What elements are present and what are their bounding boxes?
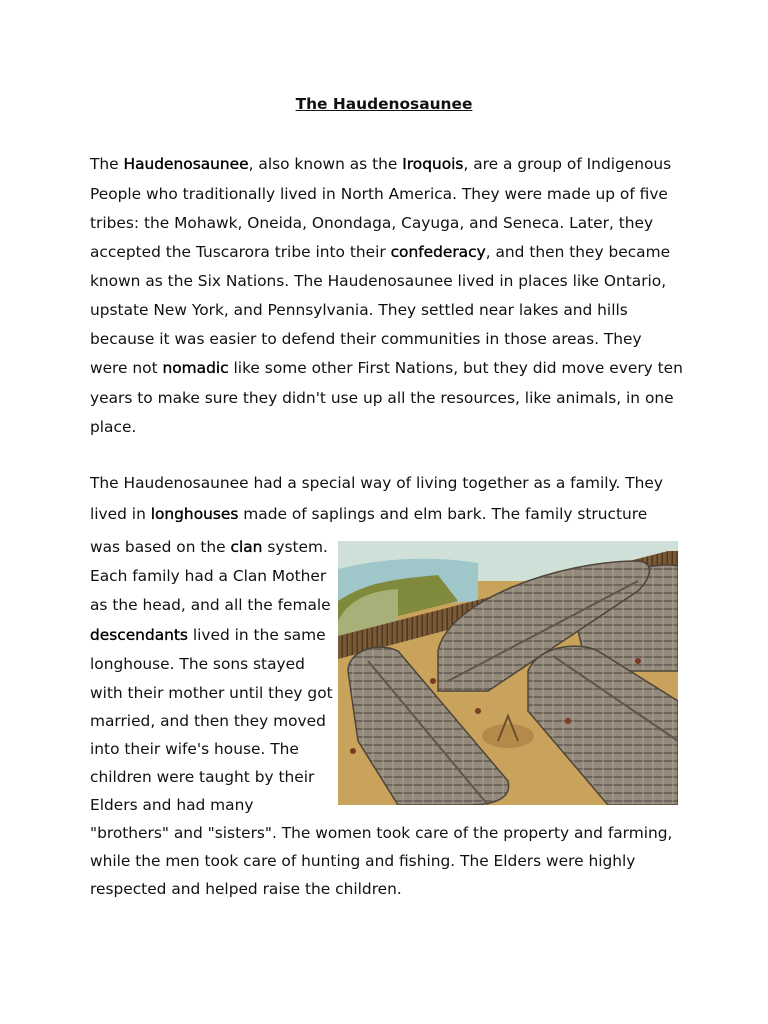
text-line [90,183,668,205]
text-segment: years to make sure they didn't use up all the resources, like animals, in one [90,389,674,407]
text-segment: , also known as the [248,155,403,173]
text-segment: longhouse. The sons stayed [90,655,305,673]
text-segment: known as the Six Nations. The Haudenosaunee lived in places like Ontario, [90,272,667,290]
text-segment: respected and helped raise the children. [90,880,402,898]
text-segment: into their wife's house. The [90,740,299,758]
text-segment: lived in the same [187,626,326,644]
text-segment: because it was easier to defend their communities in those areas. They [90,330,642,348]
document-title: The Haudenosaunee [295,95,473,113]
text-segment: "brothers" and "sisters". The women took care of the property and farming, [90,824,673,842]
text-line [90,850,635,872]
text-segment: lived in [90,505,151,523]
text-segment: Each family had a Clan Mother [90,567,327,585]
text-line [90,328,642,350]
text-segment: while the men took care of hunting and fishing. The Elders were highly [90,852,636,870]
longhouse-village-svg [338,541,678,805]
text-segment: upstate New York, and Pennsylvania. They settled near lakes and hills [90,301,628,319]
text-line [90,270,666,292]
text-segment: were not [90,359,163,377]
text-segment: like some other First Nations, but they did move every ten [228,359,683,377]
vocabulary-word: nomadic [162,359,229,377]
vocabulary-word: confederacy [390,243,486,261]
vocabulary-word: Haudenosaunee [123,155,249,173]
text-line [90,766,314,788]
text-line [90,624,326,646]
text-segment: as the head, and all the female [90,596,331,614]
text-line [90,794,253,816]
text-line [90,503,647,525]
text-line [90,241,670,263]
text-line [90,710,326,732]
text-segment: system. [262,538,328,556]
text-line [90,565,326,587]
text-line [90,594,331,616]
text-line [90,682,333,704]
text-segment: Elders and had many [90,796,254,814]
text-segment: , are a group of Indigenous [463,155,672,173]
vocabulary-word: longhouses [150,505,239,523]
text-segment: The [90,155,124,173]
text-segment: accepted the Tuscarora tribe into their [90,243,391,261]
vocabulary-word: clan [230,538,263,556]
text-segment: was based on the [90,538,231,556]
text-line [90,153,671,175]
text-line [90,536,328,558]
text-line [90,653,305,675]
vocabulary-word: Iroquois [402,155,464,173]
longhouse-village-illustration [338,541,678,805]
text-segment: place. [90,418,137,436]
text-line [90,299,628,321]
text-line [90,738,299,760]
text-line [90,822,672,844]
text-segment: People who traditionally lived in North America. They were made up of five [90,185,668,203]
text-segment: children were taught by their [90,768,315,786]
text-segment: made of saplings and elm bark. The family structure [238,505,648,523]
text-line [90,416,136,438]
text-line [90,472,663,494]
vocabulary-word: descendants [90,626,188,644]
text-segment: The Haudenosaunee had a special way of living together as a family. They [90,474,663,492]
text-segment: married, and then they moved [90,712,326,730]
text-line [90,878,402,900]
text-line [90,212,653,234]
text-line [90,357,683,379]
text-line [90,387,674,409]
text-segment: , and then they became [485,243,671,261]
text-segment: with their mother until they got [90,684,333,702]
text-segment: tribes: the Mohawk, Oneida, Onondaga, Cayuga, and Seneca. Later, they [90,214,654,232]
